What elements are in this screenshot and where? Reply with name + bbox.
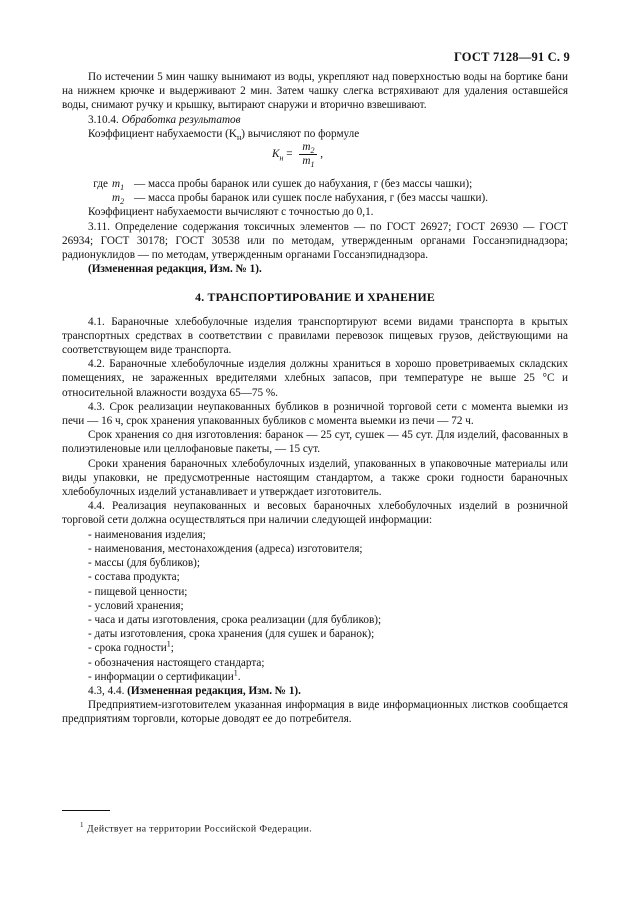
formula-intro-end: ) вычисляют по формуле bbox=[241, 127, 360, 140]
paragraph-4-2: 4.2. Бараночные хлебобулочные изделия должны храниться в хорошо проветриваемых складских помещениях, не зараженных вредителями хлебных запасов, при температуре не выше 25 °С и относительной влажности воздуха 65—75 %. bbox=[62, 358, 568, 399]
list-item: - обозначения настоящего стандарта; bbox=[88, 656, 265, 669]
definition-m2-text: — масса пробы баранок или сушек после набухания, г (без массы чашки). bbox=[134, 192, 489, 205]
page-content bbox=[62, 70, 568, 727]
list-item: - состава продукта; bbox=[88, 571, 180, 584]
definition-m1-text: — масса пробы баранок или сушек до набухания, г (без массы чашки); bbox=[134, 178, 473, 191]
footnote-text: Действует на территории Российской Федерации. bbox=[86, 823, 313, 835]
m1-sub: 1 bbox=[120, 183, 125, 193]
paragraph-info-sheets: Предприятием-изготовителем указанная информация в виде информационных листков сообщается предприятиям торговли, которые доводят ее до потребителя. bbox=[62, 699, 568, 726]
goodness-end: ; bbox=[170, 642, 174, 655]
cert-text: - информации о сертификации bbox=[88, 670, 234, 683]
paragraph-storage-packaged: Сроки хранения бараночных хлебобулочных изделий, упакованных в упаковочные материалы или виды упаковки, не предусмотренные настоящим стандартом, а также сроки годности бараночных хлебобулочных изделий устанавливает и утверждает изготовитель. bbox=[62, 457, 568, 499]
page-header: ГОСТ 7128—91 С. 9 bbox=[453, 50, 570, 64]
m2-sym: m bbox=[112, 192, 121, 205]
formula-intro-sub: н bbox=[237, 133, 242, 143]
paragraph-4-4: 4.4. Реализация неупакованных и весовых бараночных хлебобулочных изделий в розничной торговой сети должна осуществляться при наличии следующей информации: bbox=[62, 500, 568, 527]
subsection-title: Обработка результатов bbox=[121, 113, 241, 126]
formula-equals: = bbox=[286, 148, 293, 161]
formula-comma: , bbox=[320, 148, 324, 161]
paragraph-4-3: 4.3. Срок реализации неупакованных бубликов в розничной торговой сети с момента выемки из печи — 16 ч, срок хранения упакованных бубликов с момента выемки из печи — 72 ч. bbox=[62, 400, 568, 428]
definition-m1 bbox=[62, 177, 568, 191]
list-item: - наименования, местонахождения (адреса) изготовителя; bbox=[88, 542, 363, 555]
formula-intro-text: Коэффициент набухаемости (K bbox=[88, 127, 237, 140]
denominator-sym: m bbox=[302, 155, 311, 168]
formula-denominator bbox=[299, 155, 317, 168]
paragraph-weighing: По истечении 5 мин чашку вынимают из воды, укрепляют над поверхностью воды на бортике бани на нижнем крючке и выдерживают 2 мин. Затем чашку слегка встряхивают для удаления оставшейся воды, снимают ручку и крышку, вытирают снаружи и вторично взвешивают. bbox=[62, 71, 568, 112]
list-item: - пищевой ценности; bbox=[88, 585, 188, 598]
formula-definitions bbox=[62, 177, 568, 205]
footnote bbox=[62, 818, 312, 836]
subsection-3-10-4 bbox=[62, 113, 568, 127]
amendment-note-1: (Измененная редакция, Изм. № 1). bbox=[88, 263, 262, 276]
list-item: - даты изготовления, срока хранения (для сушек и баранок); bbox=[88, 628, 375, 641]
footnote-divider bbox=[62, 810, 110, 811]
footnote-mark: 1 bbox=[80, 821, 84, 829]
amendment-text: (Измененная редакция, Изм. № 1). bbox=[127, 684, 301, 697]
paragraph-storage-term: Срок хранения со дня изготовления: баранок — 25 сут, сушек — 45 сут. Для изделий, фасованных в полиэтиленовые или целлофановые пакеты, — 15 сут. bbox=[62, 429, 568, 456]
paragraph-precision: Коэффициент набухаемости вычисляют с точностью до 0,1. bbox=[88, 206, 374, 219]
paragraph-4-1: 4.1. Бараночные хлебобулочные изделия транспортируют всеми видами транспорта в крытых транспортных средствах в соответствии с правилами перевозок пищевых грузов, действующими на соответствующем виде транспорта. bbox=[62, 315, 568, 357]
m2-sub: 2 bbox=[120, 197, 125, 207]
m1-sym: m bbox=[112, 178, 121, 191]
formula-lhs-sub: н bbox=[279, 153, 284, 163]
formula bbox=[272, 141, 568, 177]
definition-spacer bbox=[62, 191, 112, 205]
amendment-clauses: 4.3, 4.4. bbox=[88, 684, 128, 697]
list-item-goodness bbox=[62, 641, 568, 655]
footnote-ref: 1 bbox=[233, 667, 238, 677]
list-item: - условий хранения; bbox=[88, 599, 184, 612]
info-list bbox=[62, 528, 568, 684]
subsection-number: 3.10.4. bbox=[88, 113, 119, 126]
formula-numerator bbox=[299, 141, 317, 155]
denominator-sub: 1 bbox=[310, 160, 315, 170]
amendment-note-2 bbox=[62, 684, 568, 698]
cert-end: . bbox=[237, 670, 241, 683]
paragraph-3-11: 3.11. Определение содержания токсичных элементов — по ГОСТ 26927; ГОСТ 26930 — ГОСТ 26934; ГОСТ 30178; ГОСТ 30538 или по методам, утвержденным органами Госсанэпиднадзора; радионуклидов — по методам, утвержденным органами Госсанэпиднадзора. bbox=[62, 220, 568, 262]
formula-lhs: K bbox=[272, 148, 280, 161]
footnote-ref: 1 bbox=[166, 639, 171, 649]
numerator-sub: 2 bbox=[310, 146, 315, 156]
list-item: - часа и даты изготовления, срока реализации (для бубликов); bbox=[88, 613, 382, 626]
goodness-text: - срока годности bbox=[88, 642, 167, 655]
list-item: - массы (для бубликов); bbox=[88, 557, 200, 570]
section-heading-4: 4. ТРАНСПОРТИРОВАНИЕ И ХРАНЕНИЕ bbox=[195, 290, 435, 305]
definition-m1-symbol bbox=[112, 177, 134, 191]
list-item-certification bbox=[62, 667, 568, 684]
definition-m2 bbox=[62, 191, 568, 205]
numerator-sym: m bbox=[302, 141, 311, 154]
paragraph-formula-intro bbox=[62, 127, 568, 141]
list-item: - наименования изделия; bbox=[88, 528, 206, 541]
definition-m2-symbol bbox=[112, 191, 134, 205]
formula-fraction bbox=[299, 141, 317, 168]
definition-where: где bbox=[93, 178, 108, 191]
